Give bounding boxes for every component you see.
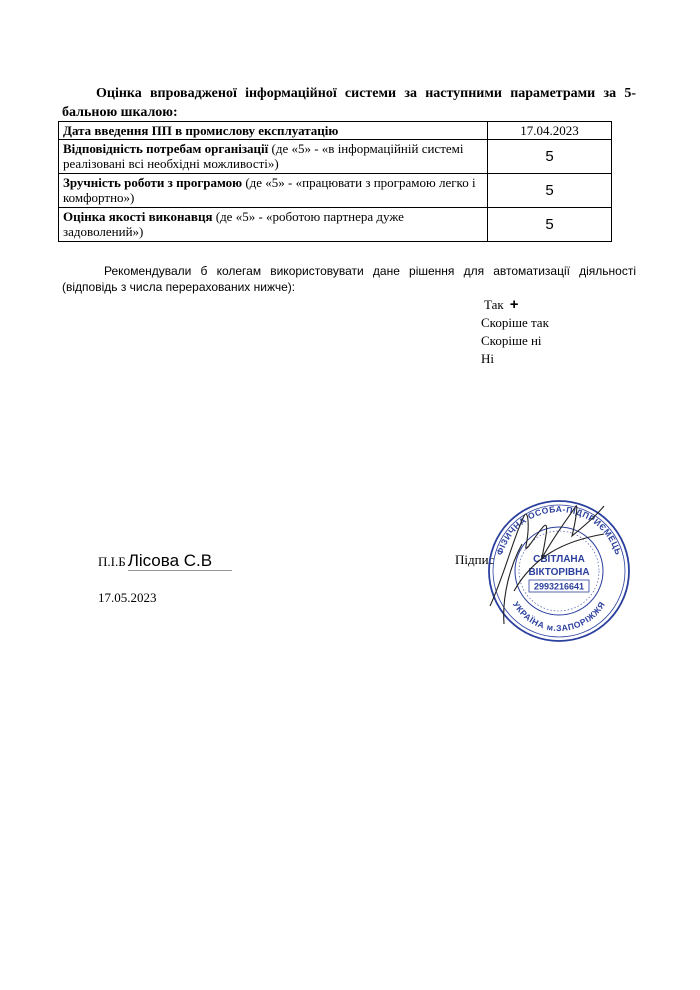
pib-label: П.І.Б — [98, 554, 126, 569]
table-row — [59, 140, 612, 174]
answer-options — [481, 296, 549, 368]
pib-value: Лісова С.В — [128, 552, 232, 571]
criterion-label: Оцінка якості виконавця — [63, 209, 213, 224]
criterion-cell — [59, 140, 488, 174]
option-label: Так — [484, 297, 504, 312]
stamp-seal — [484, 496, 634, 646]
recommendation-text: Рекомендували б колегам використовувати дане рішення для автоматизації діяльності (відповідь з числа перерахованих нижче): — [62, 264, 636, 294]
criterion-value: 5 — [488, 208, 612, 242]
stamp-name-line1: СВІТЛАНА — [533, 554, 585, 565]
criterion-description: (де «5» - «в інформаційній системі реалізовані всі необхідні можливості») — [63, 141, 464, 171]
option-rather-no: Скоріше ні — [481, 333, 542, 348]
criterion-value: 17.04.2023 — [488, 122, 612, 140]
option-no: Ні — [481, 351, 494, 366]
pib-line — [98, 552, 232, 571]
table-row — [59, 122, 612, 140]
option-yes — [481, 296, 549, 314]
document-date: 17.05.2023 — [98, 590, 157, 605]
criterion-label: Зручність роботи з програмою — [63, 175, 243, 190]
criterion-label: Дата введення ПП в промислову експлуатацію — [63, 123, 339, 138]
table-row — [59, 174, 612, 208]
stamp-bottom-text: УКРАЇНА м.ЗАПОРІЖЖЯ — [510, 599, 608, 634]
stamp-name-line2: ВІКТОРІВНА — [528, 567, 590, 578]
criterion-value: 5 — [488, 174, 612, 208]
option-rather-yes: Скоріше так — [481, 315, 549, 330]
criterion-description: (де «5» - «роботою партнера дуже задоволений») — [63, 209, 404, 239]
signature-label: Підпис — [455, 552, 495, 567]
selected-mark: + — [509, 296, 519, 313]
evaluation-table — [58, 121, 612, 242]
criterion-label: Відповідність потребам організації — [63, 141, 269, 156]
table-row — [59, 208, 612, 242]
criterion-description: (де «5» - «працювати з програмою легко і комфортно») — [63, 175, 476, 205]
stamp-code: 2993216641 — [533, 581, 585, 592]
criterion-cell — [59, 122, 488, 140]
criterion-cell — [59, 174, 488, 208]
evaluation-heading: Оцінка впровадженої інформаційної системи за наступними параметрами за 5-бальною шкалою: — [62, 86, 636, 120]
criterion-cell — [59, 208, 488, 242]
criterion-value: 5 — [488, 140, 612, 174]
stamp-outer-text: ФІЗИЧНА ОСОБА-ПІДПРИЄМЕЦЬ — [494, 504, 624, 557]
